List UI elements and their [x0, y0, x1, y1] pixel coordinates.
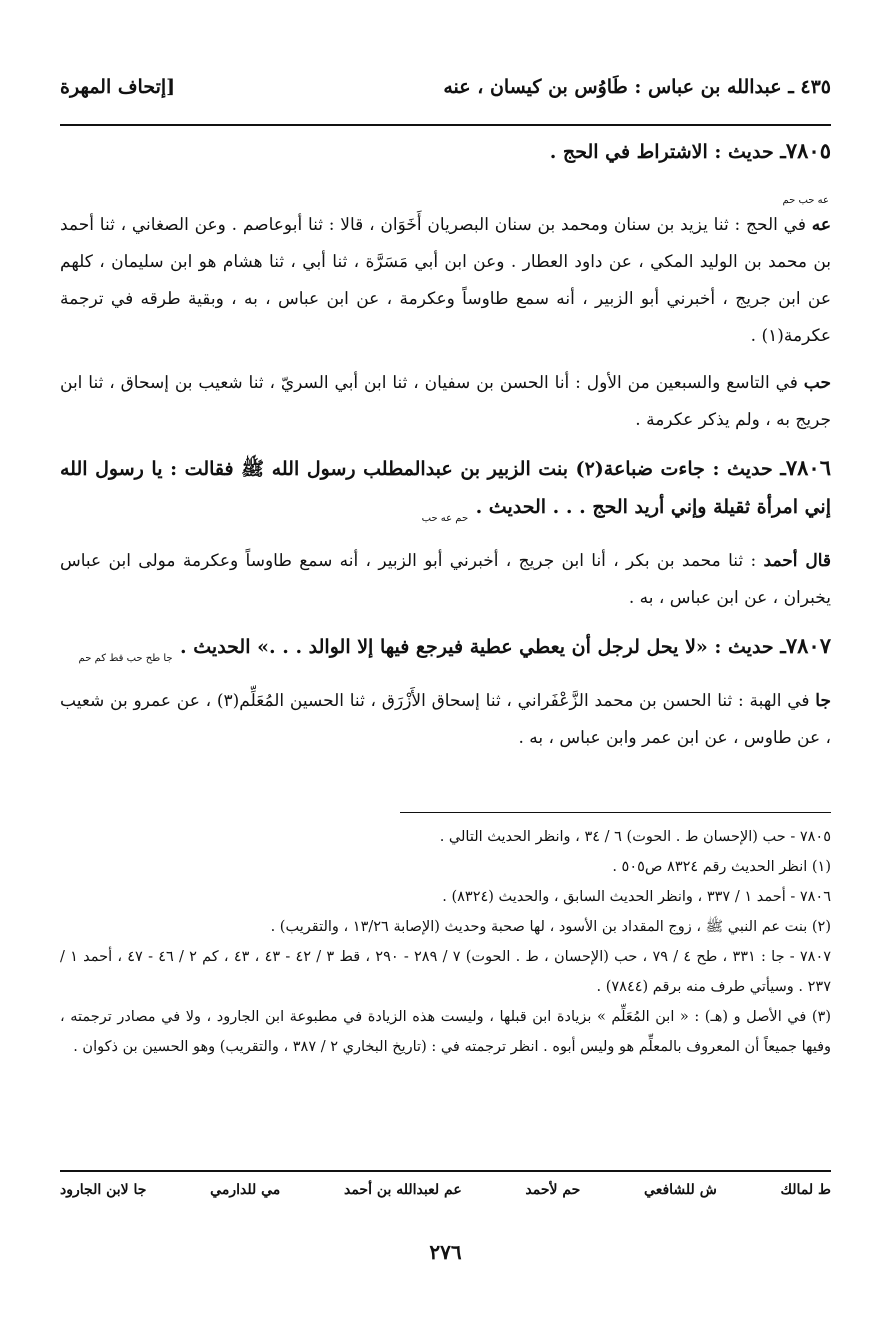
paragraph-text: في التاسع والسبعين من الأول : أنا الحسن بن سفيان ، ثنا ابن أبي السريّ ، ثنا شعيب بن إسحاق ، ثنا ابن جريج به ، ولم يذكر عكرمة . [60, 373, 831, 430]
entry-number: ٧٨٠٦ [785, 455, 831, 480]
main-text [60, 132, 831, 767]
paragraph-lead: عه [811, 215, 832, 235]
entry-heading [60, 627, 831, 677]
footnote: ٧٨٠٦ - أحمد ١ / ٣٣٧ ، وانظر الحديث السابق ، والحديث (٨٣٢٤) . [442, 889, 831, 905]
footnote: (٢) بنت عم النبي ﷺ ، زوج المقداد بن الأسود ، لها صحبة وحديث (الإصابة ١٣/٢٦ ، والتقريب) . [270, 919, 831, 935]
legend-item: مي للدارمي [210, 1182, 281, 1198]
header-rule [60, 124, 831, 126]
entry-heading [60, 132, 831, 219]
footnote: (١) انظر الحديث رقم ٨٣٢٤ ص٥٠٥ . [612, 859, 831, 875]
footnotes [60, 822, 831, 1062]
legend-item: حم لأحمد [525, 1182, 581, 1198]
entry-title: ـ حديث : «لا يحل لرجل أن يعطي عطية فيرجع فيها إلا الوالد . . .» الحديث . [180, 636, 786, 658]
paragraph-text: في الحج : ثنا يزيد بن سنان ومحمد بن سنان البصريان أَخَوَان ، قالا : ثنا أبوعاصم . وعن الصغاني ، ثنا أحمد بن محمد بن الوليد المكي ، عن داود العطار . وعن ابن أبي مَسَرَّة ، ثنا أبي ، ثنا هشام هو ابن سليمان ، كلهم عن ابن جريج ، أخبرني أبو الزبير ، أنه سمع طاوساً وعكرمة ، عن ابن عباس ، به ، وبقية طرقه في ترجمة عكرمة(١) . [60, 215, 831, 346]
legend-rule [60, 1170, 831, 1172]
entry-heading [60, 449, 831, 537]
entry-number: ٧٨٠٥ [785, 138, 831, 163]
header-chapter-title: ٤٣٥ ـ عبدالله بن عباس : طَاوُس بن كيسان ، عنه [443, 76, 831, 98]
entry-paragraph [60, 207, 831, 355]
paragraph-lead: جا [815, 691, 831, 711]
paragraph-text: : ثنا محمد بن بكر ، أنا ابن جريج ، أخبرني أبو الزبير ، أنه سمع طاوساً وعكرمة مولى ابن عباس يخبران ، عن ابن عباس ، به . [60, 551, 831, 608]
paragraph-lead: قال أحمد [763, 551, 832, 571]
legend-item: ط لمالك [780, 1182, 831, 1198]
source-abbreviations: حم عه حب [421, 513, 469, 524]
footnote: ٧٨٠٧ - جا : ٣٣١ ، طح ٤ / ٧٩ ، حب (الإحسان ، ط . الحوت) ٧ / ٢٨٩ - ٢٩٠ ، قط ٣ / ٤٢ - ٤٣ ، ٤٣ ، كم ٢ / ٤٦ - ٤٧ ، أحمد ١ / ٢٣٧ . وسيأتي طرف منه برقم (٧٨٤٤) . [60, 949, 832, 995]
entry-title: ـ حديث : جاءت ضباعة(٢) بنت الزبير بن عبدالمطلب رسول الله ﷺ فقالت : يا رسول الله إني امرأة ثقيلة وإني أريد الحج . . . الحديث . [60, 458, 831, 518]
entry-paragraph [60, 543, 831, 617]
source-abbreviations: جا طح حب قط كم حم [78, 653, 173, 664]
source-abbreviations: عه حب حم [782, 195, 829, 206]
footnote: ٧٨٠٥ - حب (الإحسان ط . الحوت) ٦ / ٣٤ ، وانظر الحديث التالي . [439, 829, 831, 845]
abbreviation-legend [60, 1182, 831, 1198]
entry-title: ـ حديث : الاشتراط في الحج . [549, 141, 786, 163]
paragraph-lead: حب [803, 373, 831, 393]
header-book-title: [إتحاف المهرة [60, 76, 176, 98]
legend-item: ش للشافعي [644, 1182, 717, 1198]
footnote-separator [400, 812, 831, 813]
entry-paragraph [60, 683, 831, 757]
running-header [60, 70, 831, 104]
page-number: ٢٧٦ [429, 1240, 462, 1264]
entry-number: ٧٨٠٧ [785, 633, 831, 658]
legend-item: عم لعبدالله بن أحمد [343, 1182, 462, 1198]
paragraph-text: في الهبة : ثنا الحسن بن محمد الزَّعْفَراني ، ثنا إسحاق الأَزْرَق ، ثنا الحسين المُعَلِّم(٣) ، عن عمرو بن شعيب ، عن طاوس ، عن ابن عمر وابن عباس ، به . [60, 691, 831, 748]
entry-paragraph [60, 365, 831, 439]
footnote: (٣) في الأصل و (هـ) : « ابن المُعَلِّم » بزيادة ابن قبلها ، وليست هذه الزيادة في مطبوعة ابن الجارود ، ولا في مصادر ترجمته ، وفيها جميعاً أن المعروف بالمعلِّم هو وليس أبوه . انظر ترجمته في : (تاريخ البخاري ٢ / ٣٨٧ ، والتقريب) وهو الحسين بن ذكوان . [60, 1009, 831, 1055]
legend-item: جا لابن الجارود [60, 1182, 147, 1198]
